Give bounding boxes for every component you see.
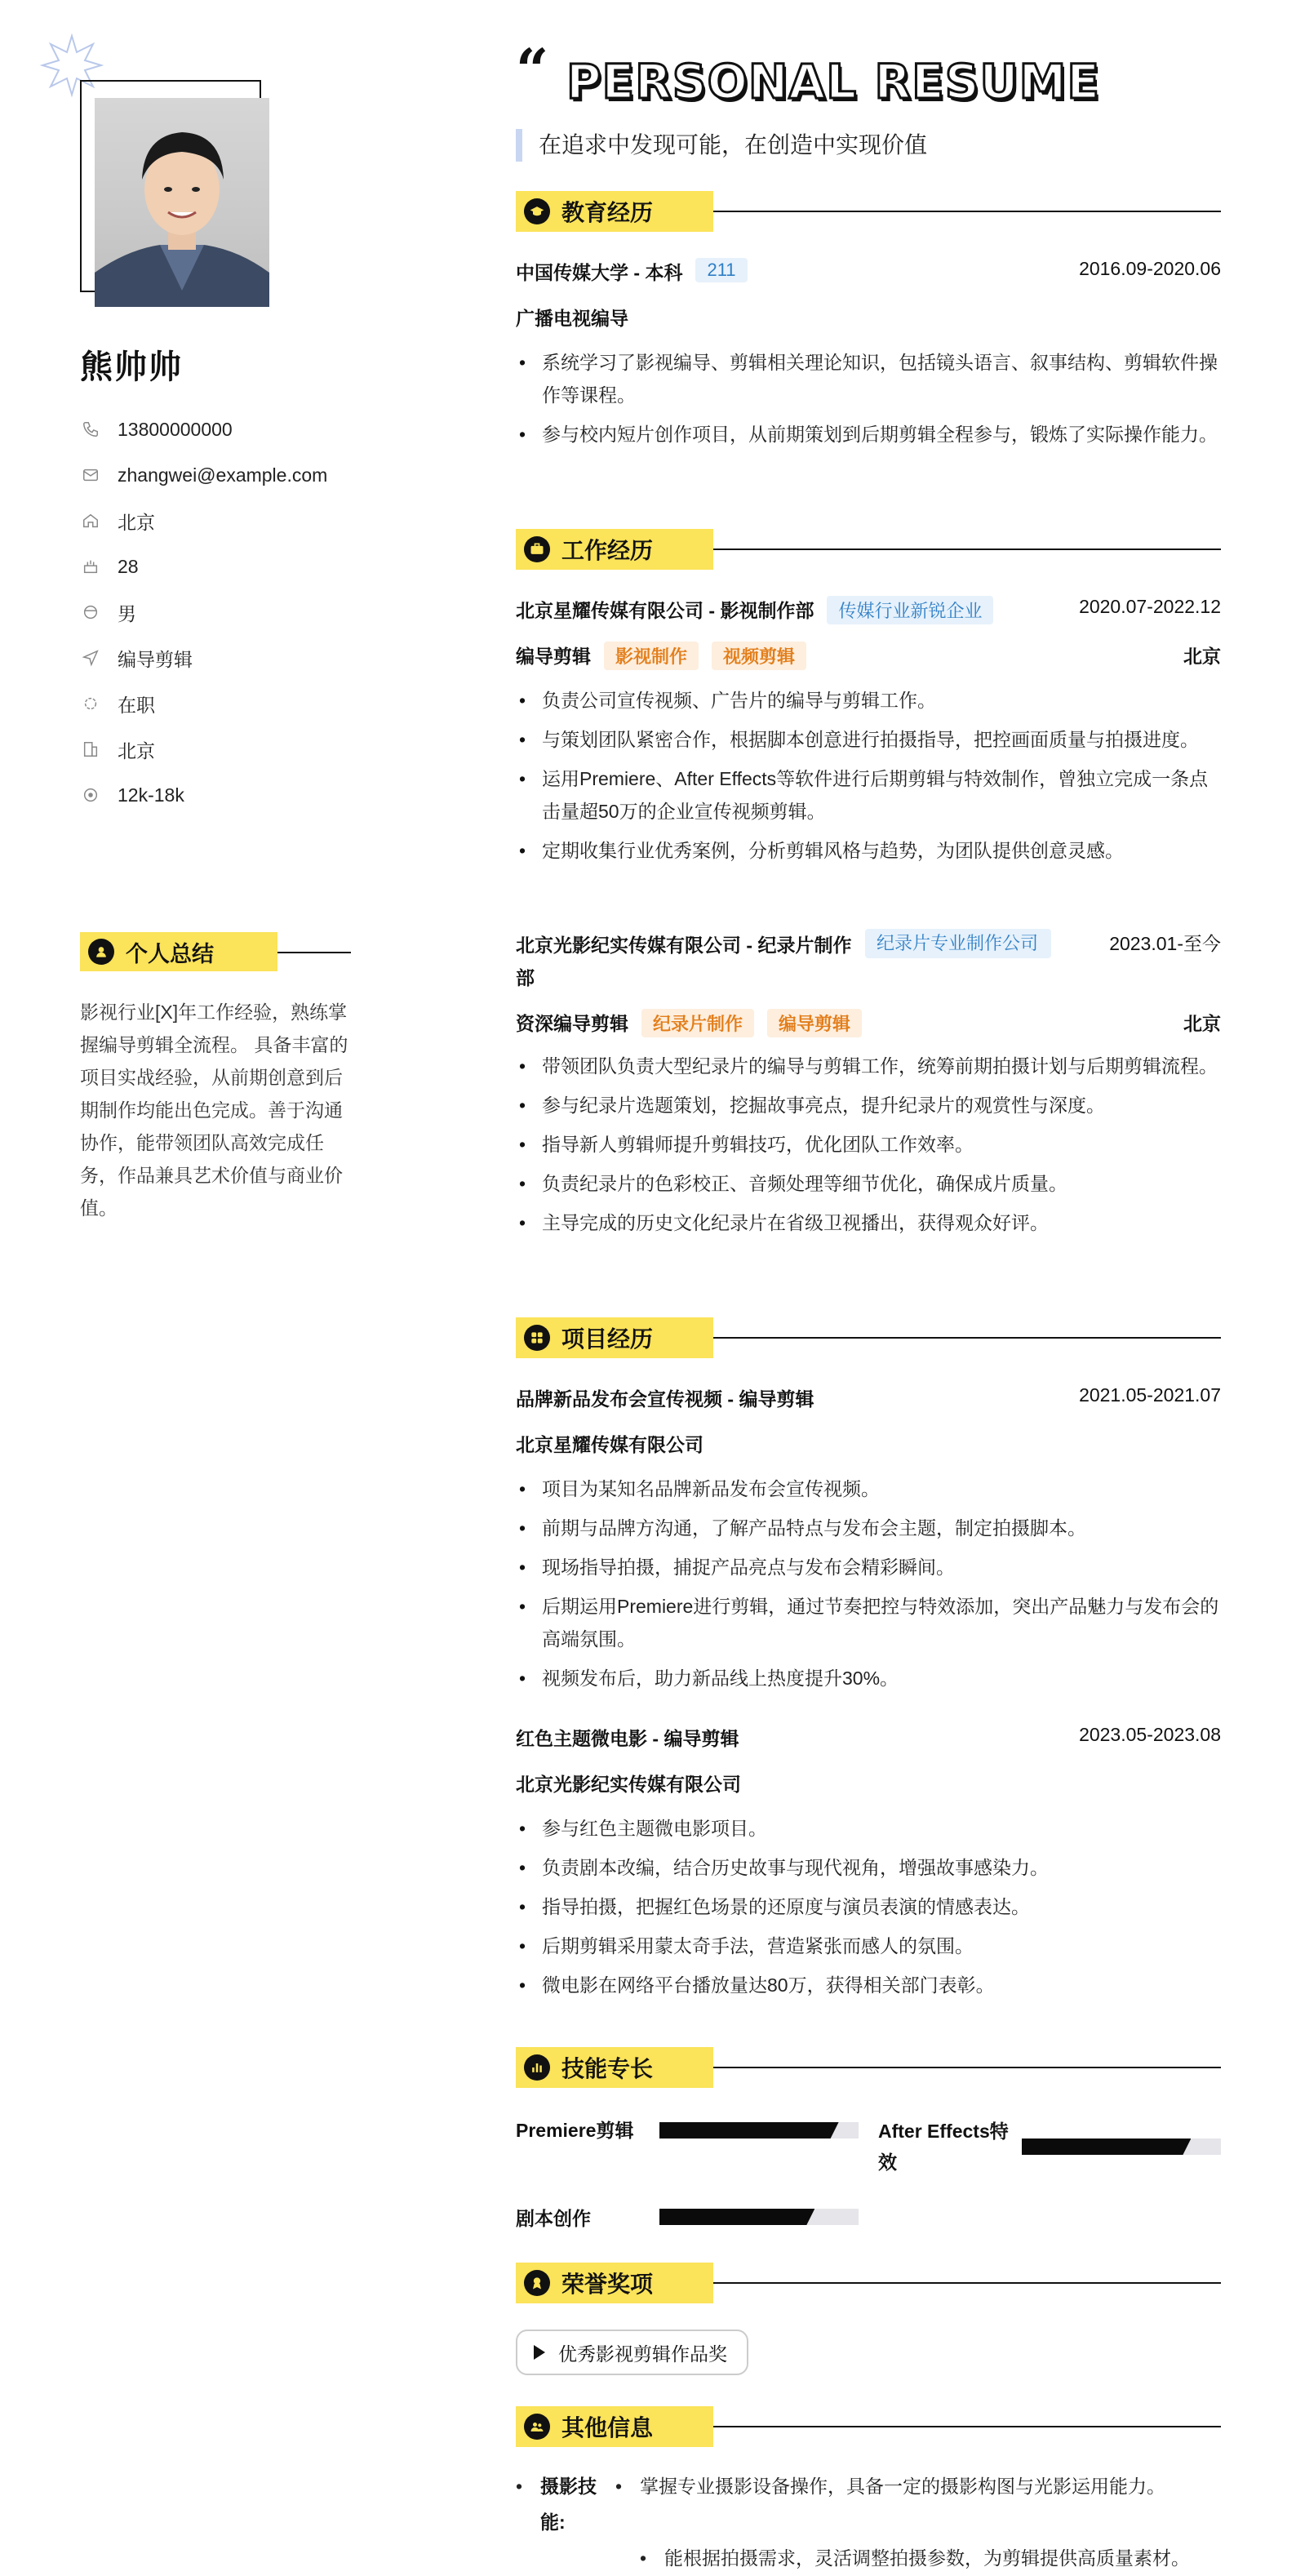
- honors-header: [516, 2263, 1221, 2303]
- skill-3-fill: [659, 2209, 814, 2225]
- other-title-box: [516, 2406, 713, 2447]
- home-icon: [80, 510, 101, 531]
- other-row: [516, 2540, 1250, 2576]
- education-school: 中国传媒大学 - 本科: [516, 262, 683, 283]
- project-2-company: 北京光影纪实传媒有限公司: [516, 1774, 741, 1795]
- summary-text: 影视行业[X]年工作经验，熟练掌握编导剪辑全流程。 具备丰富的项目实战经验，从前期创意到后期制作均能出色完成。善于沟通协作，能带领团队高效完成任务，作品兼具艺术价值与商业价值。: [80, 1002, 348, 1219]
- gender-icon: [80, 602, 101, 623]
- work-divider: [713, 549, 1221, 550]
- summary-divider: [277, 952, 351, 953]
- work-title: 工作经历: [561, 538, 654, 563]
- skills-header: [516, 2047, 1221, 2088]
- work-title-box: [516, 529, 713, 570]
- projects-header: [516, 1317, 1221, 1358]
- job-2-company: 北京光影纪实传媒有限公司 - 纪录片制作部: [516, 935, 852, 988]
- job-1-city: 北京: [1183, 646, 1221, 667]
- graduation-cap-icon: [524, 198, 550, 224]
- education-tag: 211: [695, 258, 747, 282]
- chart-icon: [524, 2054, 550, 2081]
- subtitle-accent: [516, 129, 522, 162]
- honors-title-box: [516, 2263, 713, 2303]
- project-1-name: 品牌新品发布会宣传视频 - 编导剪辑: [516, 1388, 814, 1410]
- project-2-company-row: [516, 1770, 1221, 1797]
- user-icon: [88, 939, 114, 965]
- award-icon: [524, 2270, 550, 2296]
- status-icon: [80, 693, 101, 714]
- list-item: • 与策划团队紧密合作，根据脚本创意进行拍摄指导，把控画面质量与拍摄进度。: [516, 723, 1221, 756]
- job-1-date: 2020.07-2022.12: [1079, 596, 1221, 617]
- education-major-row: [516, 304, 1221, 331]
- skill-1-name: Premiere剪辑: [516, 2120, 634, 2141]
- skill-2-bar: [1022, 2139, 1221, 2155]
- list-item: • 微电影在网络平台播放量达80万，获得相关部门表彰。: [516, 1969, 1221, 2001]
- cake-icon: [80, 556, 101, 577]
- summary-header: [80, 932, 351, 971]
- info-row-email: [80, 452, 357, 498]
- job-2-skill-tag: 编导剪辑: [767, 1009, 862, 1037]
- list-item: • 指导拍摄，把握红色场景的还原度与演员表演的情感表达。: [516, 1890, 1221, 1923]
- skills-title: 技能专长: [561, 2056, 654, 2081]
- honors-title: 荣誉奖项: [561, 2272, 654, 2297]
- work-header: [516, 529, 1221, 570]
- project-2-date: 2023.05-2023.08: [1079, 1724, 1221, 1745]
- list-item: • 负责纪录片的色彩校正、音频处理等细节优化，确保成片质量。: [516, 1167, 1221, 1200]
- list-item: • 定期收集行业优秀案例，分析剪辑风格与趋势，为团队提供创意灵感。: [516, 834, 1221, 867]
- job-2-city: 北京: [1183, 1013, 1221, 1034]
- list-item: • 运用Premiere、After Effects等软件进行后期剪辑与特效制作，曾独立完成一条点击量超50万的企业宣传视频剪辑。: [516, 762, 1221, 828]
- other-divider: [713, 2426, 1221, 2427]
- info-row-phone: [80, 406, 357, 452]
- project-2-name: 红色主题微电影 - 编导剪辑: [516, 1728, 739, 1749]
- job-1-role-row: [516, 642, 1221, 670]
- project-1-company: 北京星耀传媒有限公司: [516, 1434, 703, 1455]
- info-row-gender: [80, 589, 357, 635]
- list-item: • 负责剧本改编，结合历史故事与现代视角，增强故事感染力。: [516, 1851, 1221, 1884]
- award-label: 优秀影视剪辑作品奖: [558, 2343, 727, 2365]
- list-item: • 视频发布后，助力新品线上热度提升30%。: [516, 1662, 1221, 1694]
- resume-subtitle: 在追求中发现可能，在创造中实现价值: [539, 132, 928, 158]
- job-1-bullets: [516, 684, 1221, 873]
- project-1-name-row: [516, 1384, 1221, 1411]
- job-2-tag: 纪录片专业制作公司: [865, 929, 1051, 958]
- other-title: 其他信息: [561, 2415, 654, 2441]
- gender-text: 男: [118, 602, 136, 624]
- info-row-age: [80, 544, 357, 589]
- avatar: [95, 98, 269, 307]
- award-chip: [516, 2330, 748, 2375]
- skills-title-box: [516, 2047, 713, 2088]
- job-1-company-row: [516, 596, 1221, 624]
- status-text: 在职: [118, 694, 155, 716]
- other-row: [516, 2468, 1250, 2540]
- job-2-skill-tag: 纪录片制作: [641, 1009, 754, 1037]
- education-title-box: [516, 191, 713, 232]
- bullet-dot: •: [615, 2476, 623, 2497]
- project-1-bullets: [516, 1472, 1221, 1701]
- other-info: [516, 2468, 1250, 2576]
- education-date: 2016.09-2020.06: [1079, 258, 1221, 279]
- people-icon: [524, 2414, 550, 2440]
- position-text: 编导剪辑: [118, 648, 193, 670]
- education-title: 教育经历: [561, 200, 654, 225]
- resume-title: PERSONAL RESUME: [566, 54, 1100, 109]
- education-header: [516, 191, 1221, 232]
- job-2-date: 2023.01-至今: [1109, 933, 1221, 954]
- list-item: • 参与校内短片创作项目，从前期策划到后期剪辑全程参与，锻炼了实际操作能力。: [516, 418, 1221, 451]
- info-row-status: [80, 681, 357, 726]
- job-2-company-row: [516, 929, 1221, 994]
- job-2-role: 资深编导剪辑: [516, 1013, 628, 1034]
- send-icon: [80, 647, 101, 668]
- job-1-role: 编导剪辑: [516, 646, 591, 667]
- job-2-role-row: [516, 1009, 1221, 1037]
- list-item: • 参与红色主题微电影项目。: [516, 1812, 1221, 1845]
- phone-text: 13800000000: [118, 418, 233, 440]
- play-icon: [534, 2345, 545, 2360]
- briefcase-icon: [524, 536, 550, 562]
- list-item: • 后期剪辑采用蒙太奇手法，营造紧张而感人的氛围。: [516, 1930, 1221, 1962]
- list-item: • 带领团队负责大型纪录片的编导与剪辑工作，统筹前期拍摄计划与后期剪辑流程。: [516, 1050, 1221, 1082]
- profile-name: 熊帅帅: [80, 349, 183, 385]
- list-item: • 主导完成的历史文化纪录片在省级卫视播出，获得观众好评。: [516, 1206, 1221, 1239]
- education-bullets: [516, 346, 1221, 457]
- skill-3-bar: [659, 2209, 859, 2225]
- age-text: 28: [118, 555, 139, 577]
- summary-title: 个人总结: [126, 941, 214, 966]
- list-item: • 项目为某知名品牌新品发布会宣传视频。: [516, 1472, 1221, 1505]
- contact-info-list: [80, 406, 357, 818]
- skill-2-fill: [1022, 2139, 1191, 2155]
- skill-1-fill: [659, 2122, 839, 2139]
- salary-icon: [80, 784, 101, 806]
- skills-divider: [713, 2067, 1221, 2068]
- indent-spacer: [516, 2540, 640, 2576]
- job-2-bullets: [516, 1050, 1221, 1246]
- other-label: 摄影技能:: [540, 2476, 597, 2533]
- job-1-skill-tag: 影视制作: [604, 642, 699, 670]
- quote-mark: “: [516, 36, 549, 104]
- email-text: zhangwei@example.com: [118, 464, 328, 486]
- job-1-skill-tag: 视频剪辑: [712, 642, 806, 670]
- other-header: [516, 2406, 1221, 2447]
- info-row-home: [80, 498, 357, 544]
- salary-text: 12k-18k: [118, 784, 184, 806]
- list-item: • 参与纪录片选题策划，挖掘故事亮点，提升纪录片的观赏性与深度。: [516, 1089, 1221, 1121]
- list-item: • 负责公司宣传视频、广告片的编导与剪辑工作。: [516, 684, 1221, 717]
- bullet-dot: •: [516, 2476, 523, 2497]
- job-1-company: 北京星耀传媒有限公司 - 影视制作部: [516, 600, 814, 621]
- project-1-date: 2021.05-2021.07: [1079, 1384, 1221, 1406]
- list-item: • 指导新人剪辑师提升剪辑技巧，优化团队工作效率。: [516, 1128, 1221, 1161]
- education-major: 广播电视编导: [516, 308, 628, 329]
- projects-title-box: [516, 1317, 713, 1358]
- info-row-salary: [80, 772, 357, 818]
- info-row-position: [80, 635, 357, 681]
- skill-1-bar: [659, 2122, 859, 2139]
- other-bullet: 掌握专业摄影设备操作，具备一定的摄影构图与光影运用能力。: [640, 2476, 1165, 2497]
- info-row-city: [80, 726, 357, 772]
- city-text: 北京: [118, 739, 155, 762]
- list-item: • 现场指导拍摄，捕捉产品亮点与发布会精彩瞬间。: [516, 1551, 1221, 1583]
- honors-divider: [713, 2282, 1221, 2284]
- project-2-name-row: [516, 1724, 1221, 1751]
- other-bullet: 能根据拍摄需求，灵活调整拍摄参数，为剪辑提供高质量素材。: [664, 2547, 1190, 2569]
- list-item: • 后期运用Premiere进行剪辑，通过节奏把控与特效添加，突出产品魅力与发布会的高端氛围。: [516, 1590, 1221, 1655]
- education-school-row: [516, 258, 1221, 285]
- job-1-tag: 传媒行业新锐企业: [827, 596, 993, 624]
- projects-title: 项目经历: [561, 1326, 654, 1352]
- home-text: 北京: [118, 511, 155, 533]
- skill-2-name: After Effects特效: [878, 2121, 1009, 2173]
- mail-icon: [80, 464, 101, 486]
- education-divider: [713, 211, 1221, 212]
- project-2-bullets: [516, 1812, 1221, 2008]
- skill-3-name: 剧本创作: [516, 2208, 591, 2229]
- summary-title-box: [80, 932, 277, 971]
- projects-divider: [713, 1337, 1221, 1339]
- list-item: • 前期与品牌方沟通，了解产品特点与发布会主题，制定拍摄脚本。: [516, 1512, 1221, 1544]
- project-1-company-row: [516, 1430, 1221, 1457]
- bullet-dot: •: [640, 2547, 647, 2569]
- phone-icon: [80, 419, 101, 440]
- grid-icon: [524, 1325, 550, 1351]
- building-icon: [80, 739, 101, 760]
- list-item: • 系统学习了影视编导、剪辑相关理论知识，包括镜头语言、叙事结构、剪辑软件操作等课程。: [516, 346, 1221, 411]
